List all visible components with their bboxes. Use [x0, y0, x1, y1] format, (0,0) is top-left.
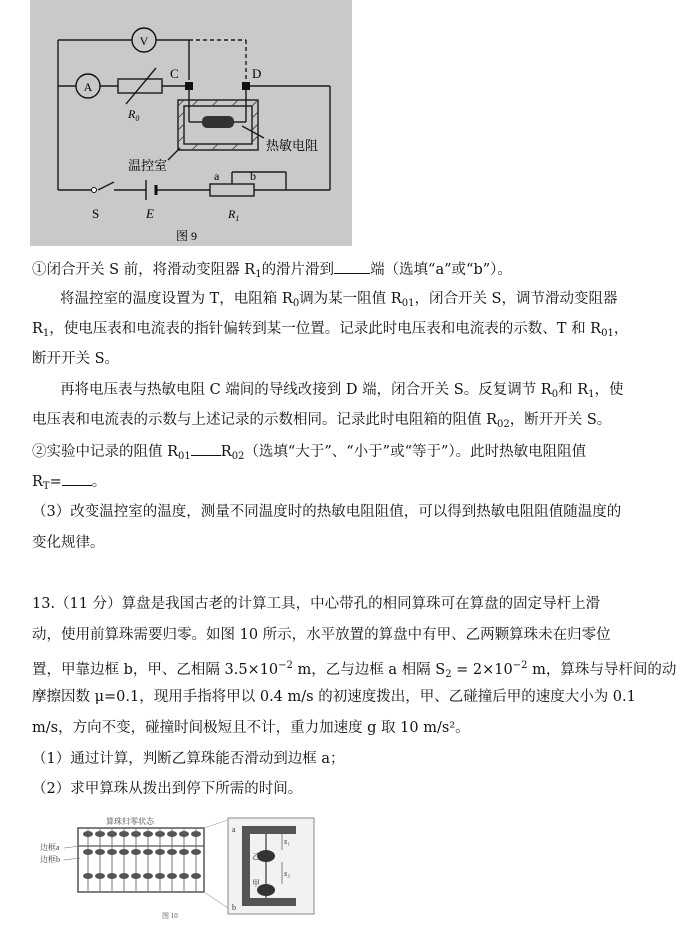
zoom-line-top [204, 820, 228, 828]
q2-line1: ②实验中记录的阻值 $R_{01}$ $R_{02}$（选填“大于”、“小于”或“等于”）。此时热敏电阻阻值 [32, 441, 586, 467]
q13-line3: 置，甲靠边框 b，甲、乙相隔 $3.5\times 10^{-2}$ m，乙与边框 a 相隔 $S_2 = 2\times 10^{-2}$ m，算珠与导杆间的动 [32, 660, 677, 680]
abacus-beads [83, 831, 201, 879]
bead-jia-label: 甲 [252, 879, 260, 888]
answer-blank-1 [334, 259, 370, 274]
para2-line1: 将温控室的温度设置为 T，电阻箱 $R_0$调为某一阻值 $R_{01}$，闭合开关 S，调节滑动变阻器 [60, 291, 618, 309]
circuit-diagram [30, 0, 352, 246]
q2-line2: $R_T=$ 。 [32, 471, 106, 497]
q13-line2: 动，使用前算珠需要归零。如图 10 所示，水平放置的算盘中有甲、乙两颗算珠未在归零位 [32, 627, 611, 643]
switch-pivot [92, 188, 97, 193]
q1-line: ①闭合开关 S 前，将滑动变阻器 $R_1$的滑片滑到 端（选填“a”或“b”）。 [32, 259, 512, 285]
battery-label: E [146, 206, 154, 221]
q13-line5: m/s，方向不变，碰撞时间极短且不计，重力加速度 g 取 10 m/s²。 [32, 720, 470, 736]
frame-a-label: 边框a [40, 843, 60, 852]
q13-line1: 13.（11 分）算盘是我国古老的计算工具，中心带孔的相同算珠可在算盘的固定导杆上滑 [32, 596, 601, 612]
r0-label: $R_0$ [128, 107, 140, 123]
para3-line1: 再将电压表与热敏电阻 C 端间的导线改接到 D 端，闭合开关 S。反复调节 $R_0$和 $R_1$，使 [60, 382, 624, 400]
ammeter-label: A [83, 80, 93, 94]
q3-line2: 变化规律。 [32, 535, 105, 551]
slider-b-label: b [250, 169, 256, 183]
bead-yi-label: 乙 [252, 852, 260, 861]
detail-label-b: b [232, 903, 236, 912]
s1-label: s₁ [284, 837, 290, 846]
figure-9-circuit [30, 0, 352, 246]
zoom-line-bottom [204, 892, 228, 908]
q3-line1: （3）改变温控室的温度，测量不同温度时的热敏电阻阻值，可以得到热敏电阻阻值随温度的 [32, 504, 622, 520]
s2-label: s₂ [284, 869, 290, 878]
para2-line2: $R_1$，使电压表和电流表的指针偏转到某一位置。记录此时电压表和电流表的示数、T 和 $R_{01}$， [32, 321, 629, 339]
detail-label-a: a [232, 825, 236, 834]
chamber-label: 温控室 [128, 158, 168, 173]
thermistor [202, 116, 234, 128]
voltmeter-label: V [139, 34, 149, 48]
abacus-diagram [40, 814, 318, 922]
figure10-caption: 图 10 [162, 912, 178, 920]
para2-line3: 断开开关 S。 [32, 351, 120, 367]
frame-b-label: 边框b [40, 855, 60, 864]
terminal-c [185, 82, 193, 90]
thermistor-label: 热敏电阻 [266, 138, 319, 153]
slider-a-label: a [214, 169, 220, 183]
figure-10-abacus [40, 814, 318, 922]
q13-sub1: （1）通过计算，判断乙算珠能否滑动到边框 a； [32, 751, 345, 767]
r1-label: $R_1$ [228, 207, 240, 223]
q13-line4: 摩擦因数 μ=0.1，现用手指将甲以 0.4 m/s 的初速度拨出，甲、乙碰撞后甲的速度大小为 0.1 [32, 689, 636, 705]
terminal-d [242, 82, 250, 90]
figure9-caption: 图 9 [176, 229, 198, 243]
answer-blank-2 [191, 441, 221, 456]
c-label: C [170, 66, 179, 81]
switch-label: S [92, 206, 100, 221]
answer-blank-3 [62, 471, 92, 486]
d-label: D [252, 66, 262, 81]
para3-line2: 电压表和电流表的示数与上述记录的示数相同。记录此时电阻箱的阻值 $R_{02}$，断开开关 S。 [32, 412, 612, 430]
q13-sub2: （2）求甲算珠从拨出到停下所需的时间。 [32, 781, 303, 797]
abacus-frame [78, 828, 204, 892]
abacus-title: 算珠归零状态 [106, 817, 154, 826]
abacus-rods [88, 828, 196, 892]
